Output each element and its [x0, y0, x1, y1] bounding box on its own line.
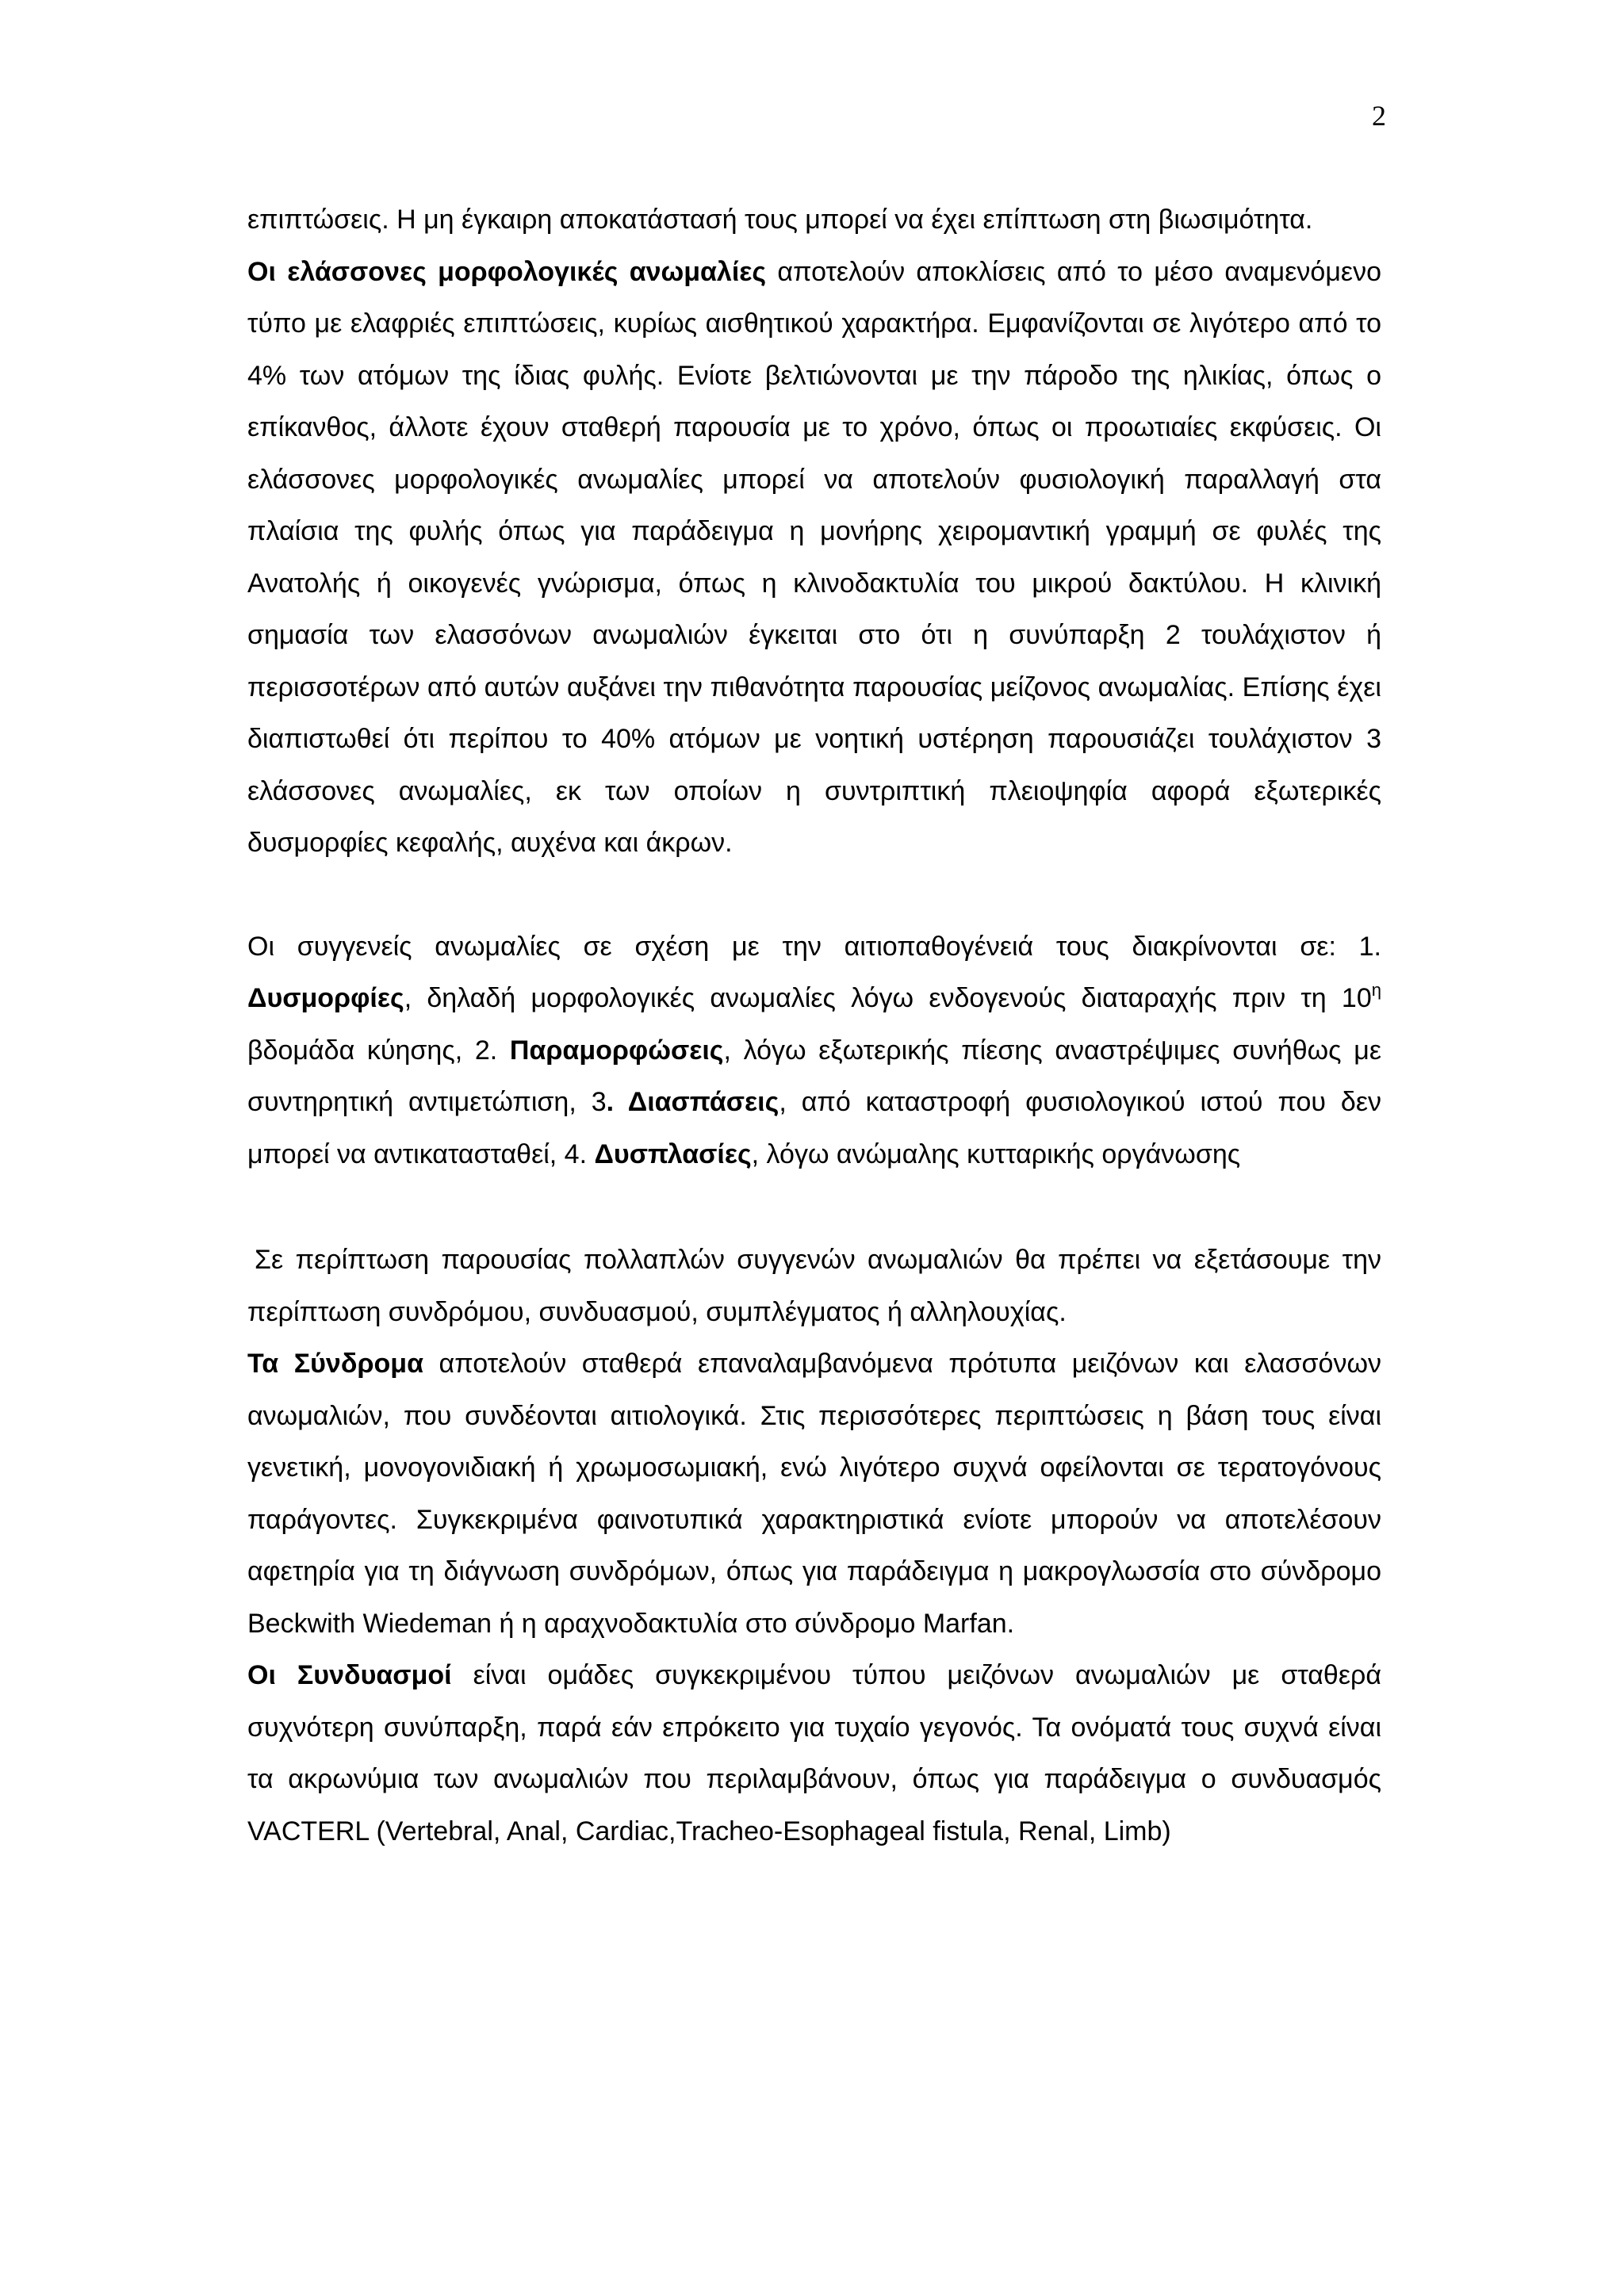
paragraph-multiple-anomalies [247, 1234, 1381, 1338]
document-body [247, 194, 1381, 1858]
paragraph-text: , λόγω ανώμαλης κυτταρικής οργάνωσης [751, 1138, 1241, 1169]
paragraph-spacer [247, 870, 1381, 921]
paragraph-text: Οι συγγενείς ανωμαλίες σε σχέση με την αιτιοπαθογένειά τους διακρίνονται σε: 1. [247, 931, 1381, 962]
paragraph-minor-anomalies [247, 247, 1381, 870]
paragraph-text: αποτελούν αποκλίσεις από το μέσο αναμενόμενο τύπο με ελαφριές επιπτώσεις, κυρίως αισθητικού χαρακτήρα. Εμφανίζονται σε λιγότερο από το 4% των ατόμων της ίδιας φυλής. Ενίοτε βελτιώνονται με την πάροδο της ηλικίας, όπως ο επίκανθος, άλλοτε έχουν σταθερή παρουσία με το χρόνο, όπως οι προωτιαίες εκφύσεις. Οι ελάσσονες μορφολογικές ανωμαλίες μπορεί να αποτελούν φυσιολογική παραλλαγή στα πλαίσια της φυλής όπως για παράδειγμα η μονήρης χειρομαντική γραμμή σε φυλές της Ανατολής ή οικογενές γνώρισμα, όπως η κλινοδακτυλία του μικρού δακτύλου. Η κλινική σημασία των ελασσόνων ανωμαλιών έγκειται στο ότι η συνύπαρξη 2 τουλάχιστον ή περισσοτέρων από αυτών αυξάνει την πιθανότητα παρουσίας μείζονος ανωμαλίας. Επίσης έχει διαπιστωθεί ότι περίπου το 40% ατόμων με νοητική υστέρηση παρουσιάζει τουλάχιστον 3 ελάσσονες ανωμαλίες, εκ των οποίων η συντριπτική πλειοψηφία αφορά εξωτερικές δυσμορφίες κεφαλής, αυχένα και άκρων. [247, 256, 1381, 858]
paragraph-syndromes [247, 1338, 1381, 1650]
term-dysmorphies: Δυσμορφίες [247, 983, 404, 1013]
paragraph-text: αποτελούν σταθερά επαναλαμβανόμενα πρότυπα μειζόνων και ελασσόνων ανωμαλιών, που συνδέονται αιτιολογικά. Στις περισσότερες περιπτώσεις η βάση τους είναι γενετική, μονογονιδιακή ή χρωμοσωμιακή, ενώ λιγότερο συχνά οφείλονται σε τερατογόνους παράγοντες. Συγκεκριμένα φαινοτυπικά χαρακτηριστικά ενίοτε μπορούν να αποτελέσουν αφετηρία για τη διάγνωση συνδρόμων, όπως για παράδειγμα η μακρογλωσσία στο σύνδρομο Beckwith Wiedeman ή η αραχνοδακτυλία στο σύνδρομο Marfan. [247, 1349, 1381, 1639]
paragraph-text: , από καταστροφή φυσιολογικού ιστού που δεν μπορεί να αντικατασταθεί, 4. [247, 1087, 1381, 1169]
paragraph-text: , λόγω εξωτερικής πίεσης αναστρέψιμες συνήθως με συντηρητική αντιμετώπιση, 3 [247, 1035, 1381, 1117]
paragraph-text: βδομάδα κύησης, 2. [247, 1035, 510, 1066]
term-disruptions: . Διασπάσεις [606, 1087, 779, 1117]
term-deformations: Παραμορφώσεις [509, 1035, 724, 1066]
paragraph-text: είναι ομάδες συγκεκριμένου τύπου μειζόνων ανωμαλιών με σταθερά συχνότερη συνύπαρξη, παρά εάν επρόκειτο για τυχαίο γεγονός. Τα ονόματά τους συχνά είναι τα ακρωνύμια των ανωμαλιών που περιλαμβάνουν, όπως για παράδειγμα ο συνδυασμός VACTERL (Vertebral, Anal, Cardiac,Tracheo-Esophageal fistula, Renal, Limb) [247, 1660, 1381, 1846]
page-number: 2 [1372, 100, 1386, 132]
superscript: η [1371, 979, 1381, 1000]
paragraph-associations [247, 1650, 1381, 1858]
paragraph-viability [247, 194, 1381, 247]
paragraph-spacer [247, 1181, 1381, 1234]
term-syndromes: Τα Σύνδρομα [247, 1349, 423, 1379]
term-associations: Οι Συνδυασμοί [247, 1660, 452, 1690]
term-minor-anomalies: Οι ελάσσονες μορφολογικές ανωμαλίες [247, 256, 767, 287]
term-dysplasias: Δυσπλασίες [594, 1138, 752, 1169]
paragraph-text: επιπτώσεις. Η μη έγκαιρη αποκατάστασή τους μπορεί να έχει επίπτωση στη βιωσιμότητα. [247, 205, 1313, 235]
paragraph-classification [247, 921, 1381, 1181]
paragraph-text: Σε περίπτωση παρουσίας πολλαπλών συγγενών ανωμαλιών θα πρέπει να εξετάσουμε την περίπτωση συνδρόμου, συνδυασμού, συμπλέγματος ή αλληλουχίας. [247, 1245, 1381, 1327]
paragraph-text: , δηλαδή μορφολογικές ανωμαλίες λόγω ενδογενούς διαταραχής πριν τη 10 [404, 983, 1372, 1013]
